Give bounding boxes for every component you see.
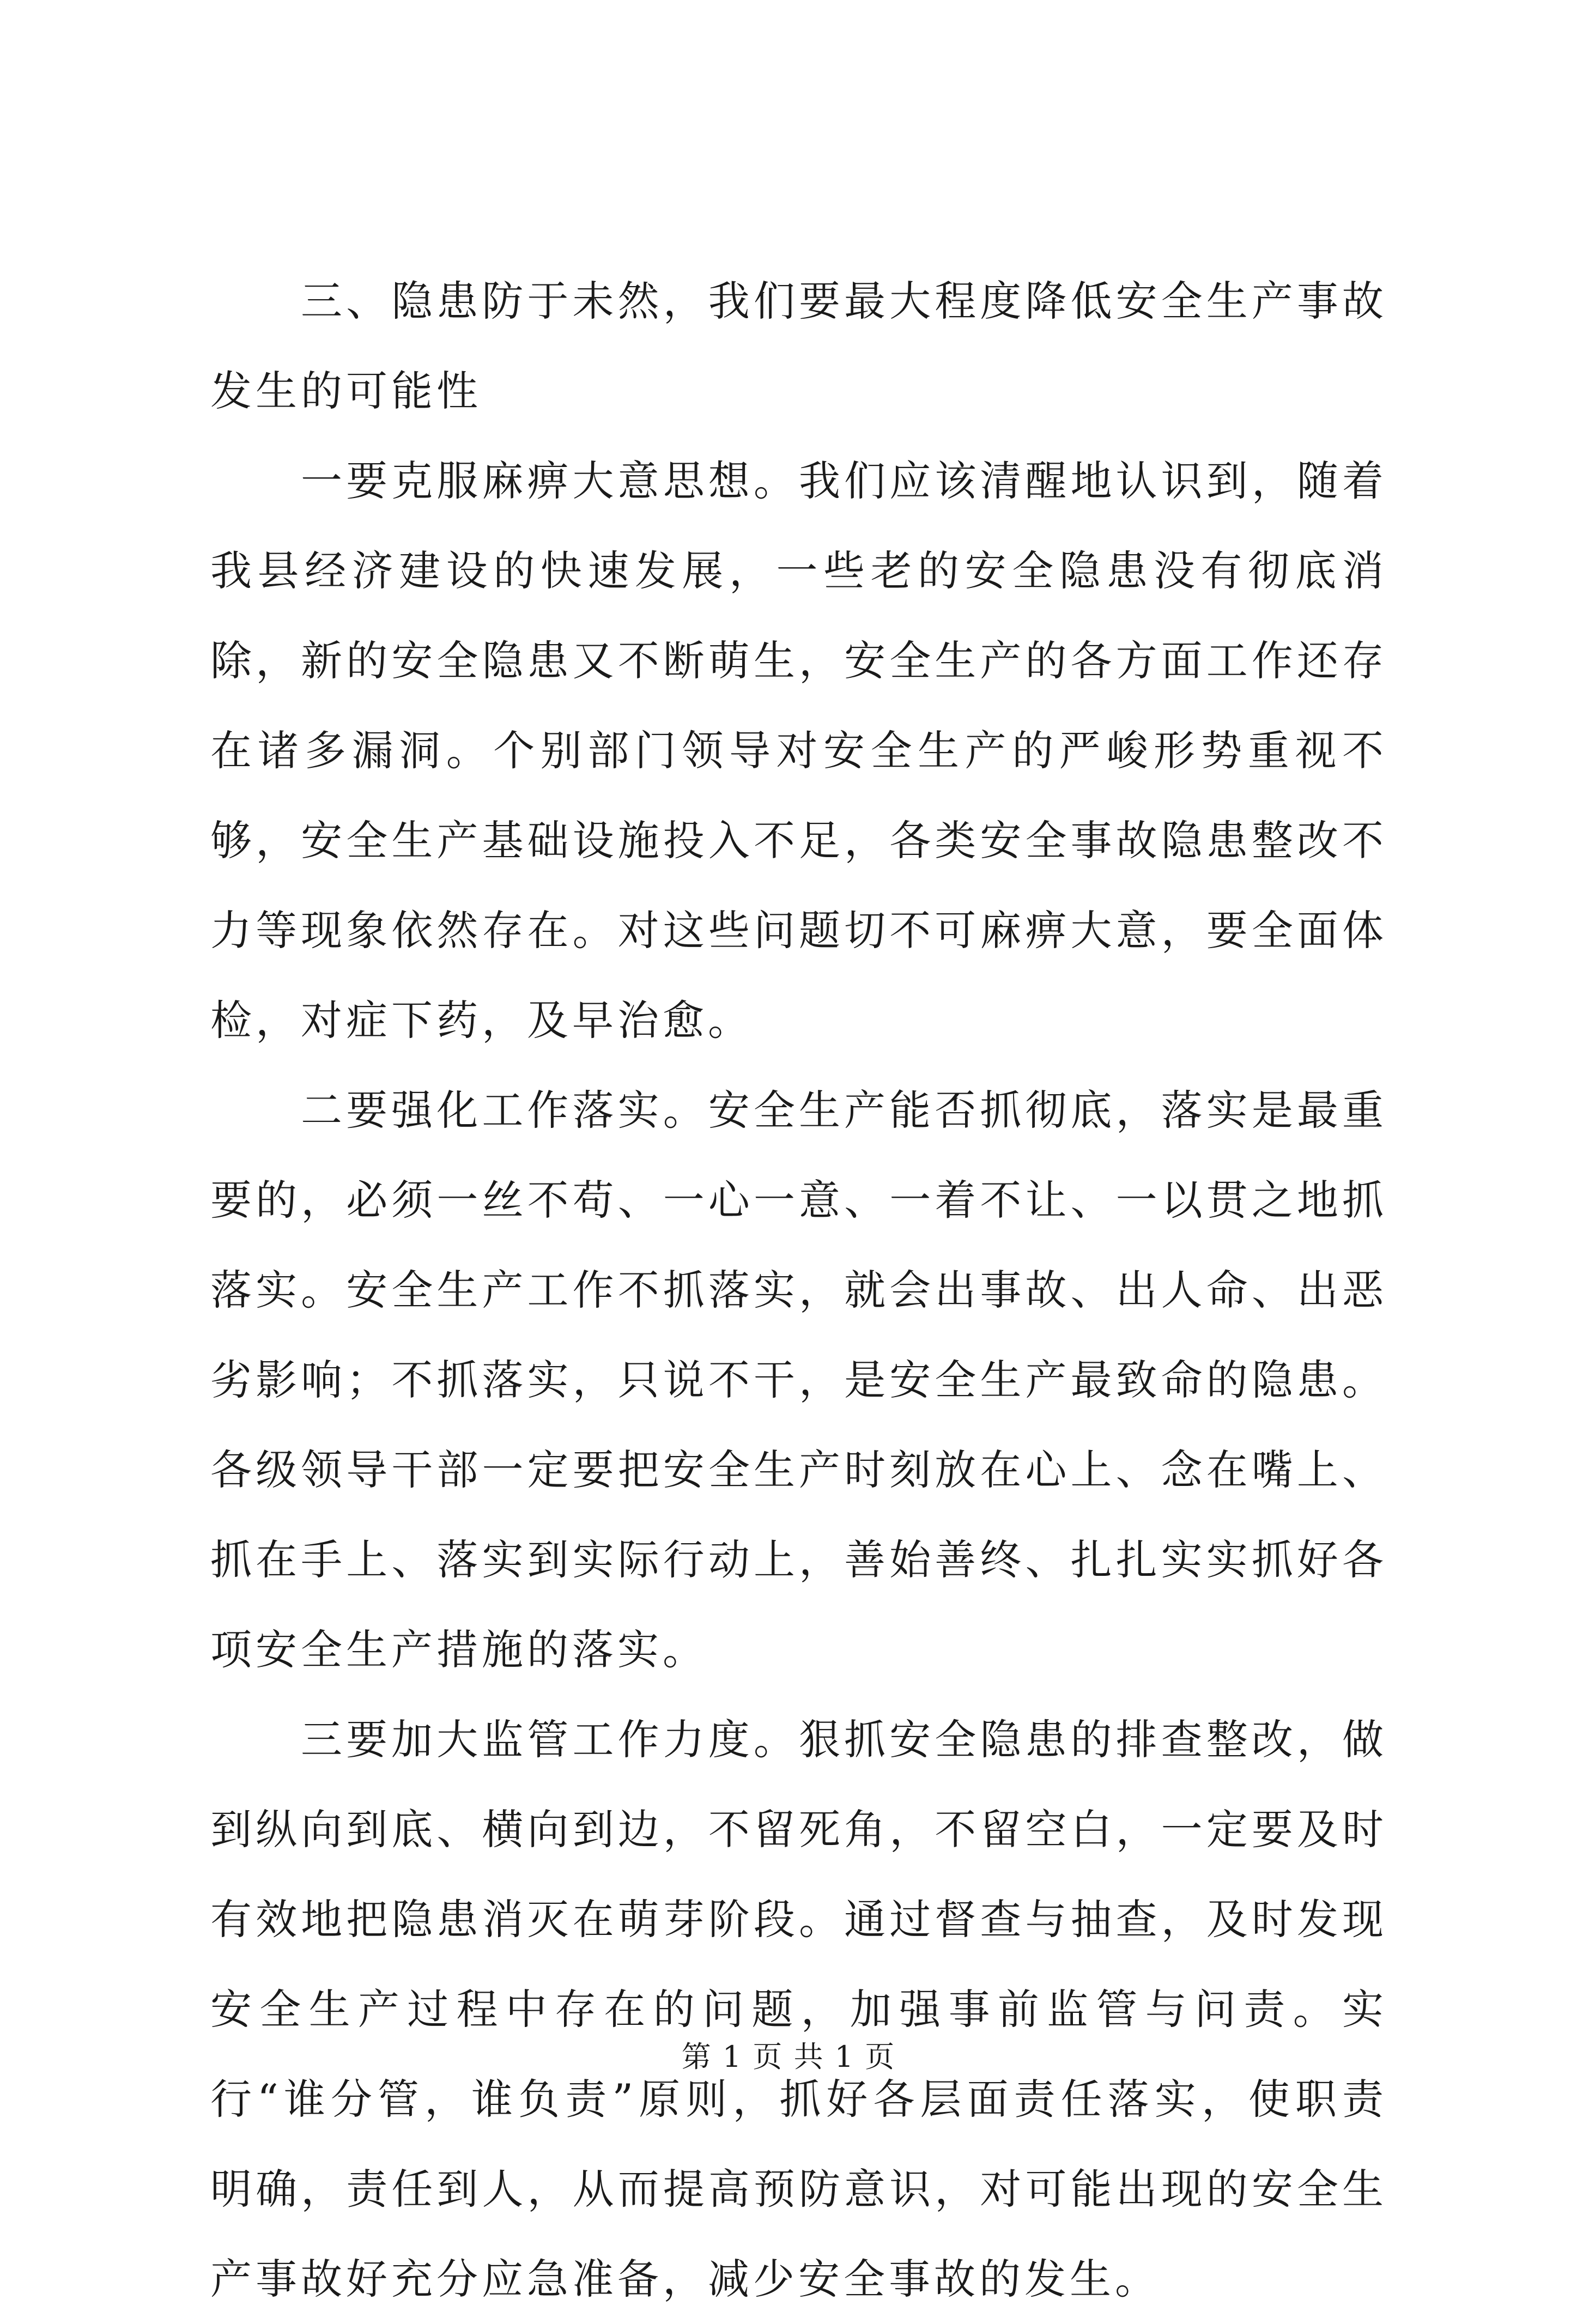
document-body xyxy=(210,256,1387,2324)
section-heading: 三、隐患防于未然，我们要最大程度降低安全生产事故发生的可能性 xyxy=(210,277,1387,415)
page-number-footer: 第 1 页 共 1 页 xyxy=(681,2040,896,2074)
paragraph-increase-supervision: 三要加大监管工作力度。狠抓安全隐患的排查整改，做到纵向到底、横向到边，不留死角，不留空白，一定要及时有效地把隐患消灭在萌芽阶段。通过督查与抽查，及时发现安全生产过程中存在的问题，加强事前监管与问责。实行“谁分管，谁负责”原则，抓好各层面责任落实，使职责明确，责任到人，从而提高预防意识，对可能出现的安全生产事故好充分应急准备，减少安全事故的发生。 xyxy=(210,1715,1387,2303)
paragraph-overcome-negligence: 一要克服麻痹大意思想。我们应该清醒地认识到，随着我县经济建设的快速发展，一些老的安全隐患没有彻底消除，新的安全隐患又不断萌生，安全生产的各方面工作还存在诸多漏洞。个别部门领导对安全生产的严峻形势重视不够，安全生产基础设施投入不足，各类安全事故隐患整改不力等现象依然存在。对这些问题切不可麻痹大意，要全面体检，对症下药，及早治愈。 xyxy=(210,457,1387,1045)
paragraph-strengthen-implementation: 二要强化工作落实。安全生产能否抓彻底，落实是最重要的，必须一丝不苟、一心一意、一着不让、一以贯之地抓落实。安全生产工作不抓落实，就会出事故、出人命、出恶劣影响；不抓落实，只说不干，是安全生产最致命的隐患。各级领导干部一定要把安全生产时刻放在心上、念在嘴上、抓在手上、落实到实际行动上，善始善终、扎扎实实抓好各项安全生产措施的落实。 xyxy=(210,1086,1387,1674)
